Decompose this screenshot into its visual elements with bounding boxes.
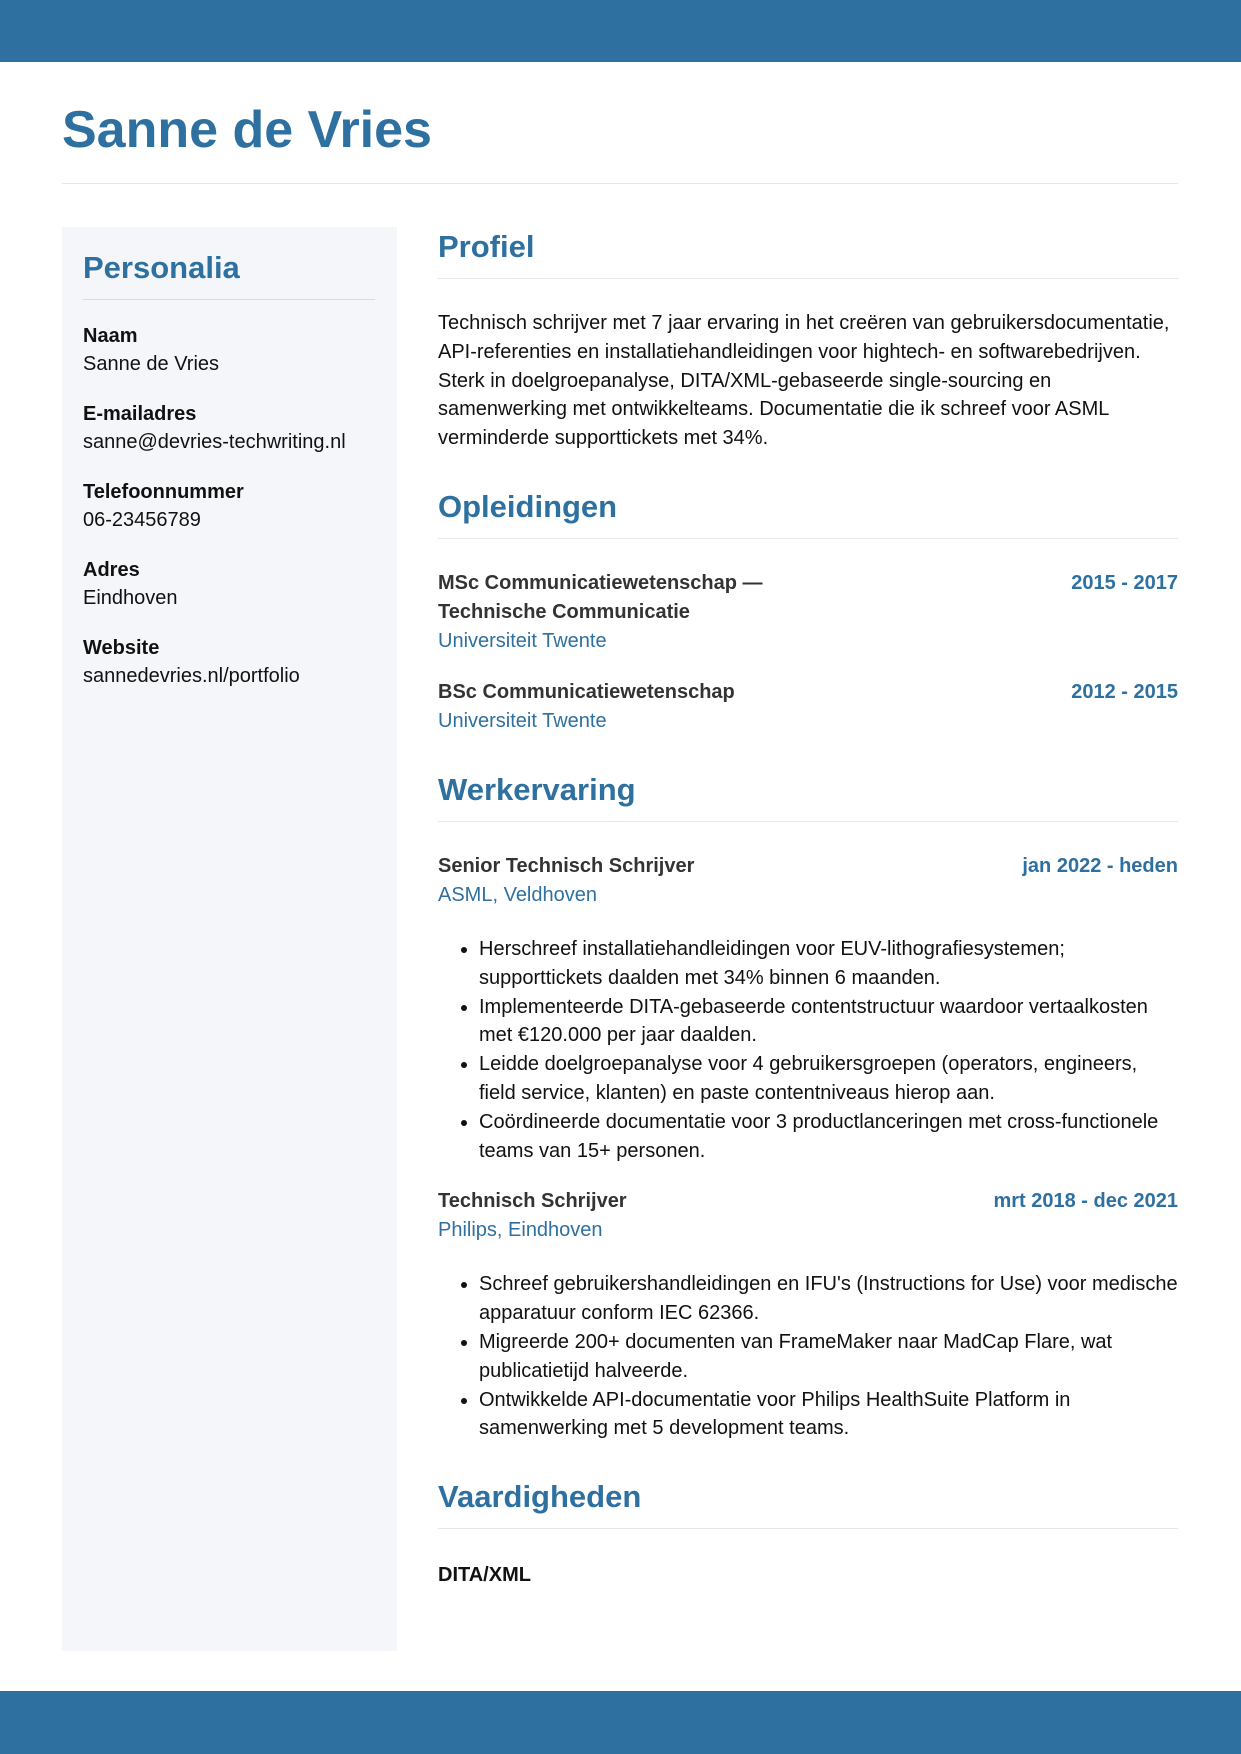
- education-dates: 2015 - 2017: [1071, 571, 1178, 594]
- education-school: Universiteit Twente: [438, 709, 607, 732]
- field-value: Eindhoven: [83, 587, 178, 610]
- field-label: Naam: [83, 325, 138, 348]
- job-role: Technisch Schrijver: [438, 1190, 627, 1213]
- job-bullets: [438, 935, 1178, 1165]
- profile-section: [438, 227, 1178, 453]
- education-entry: [438, 569, 1178, 656]
- field-value: sanne@devries-techwriting.nl: [83, 431, 346, 454]
- profile-title: Profiel: [438, 229, 535, 264]
- field-telefoon: [83, 478, 375, 534]
- list-item: • Coördineerde documentatie voor 3 productlanceringen met cross-functionele teams van 15+ personen.: [479, 1108, 1178, 1166]
- field-email: [83, 400, 375, 456]
- education-title: Opleidingen: [438, 488, 618, 524]
- experience-title: Werkervaring: [438, 771, 636, 807]
- education-school: Universiteit Twente: [438, 629, 607, 652]
- field-website: [83, 634, 375, 690]
- job-dates: mrt 2018 - dec 2021: [993, 1190, 1178, 1213]
- list-item: • Leidde doelgroepanalyse voor 4 gebruikersgroepen (operators, engineers, field service, klanten) en paste contentniveaus hierop aan.: [479, 1050, 1178, 1108]
- field-label: Adres: [83, 559, 140, 582]
- section-divider: [438, 278, 1178, 279]
- field-value: Sanne de Vries: [83, 353, 220, 376]
- job-dates: jan 2022 - heden: [1022, 854, 1178, 877]
- section-divider: [438, 538, 1178, 539]
- field-label: E-mailadres: [83, 403, 197, 426]
- profile-text: Technisch schrijver met 7 jaar ervaring in het creëren van gebruikersdocumentatie, API-referenties en installatiehandleidingen voor hightech- en softwarebedrijven. Sterk in doelgroepanalyse, DITA/XML-gebaseerde single-sourcing en samenwerking met ontwikkelteams. Documentatie die ik schreef voor ASML verminderde supporttickets met 34%.: [438, 312, 1170, 450]
- job-entry: [438, 852, 1178, 1165]
- job-company: Philips, Eindhoven: [438, 1219, 603, 1242]
- skill-item: DITA/XML: [438, 1564, 531, 1587]
- job-bullets: [438, 1270, 1178, 1443]
- education-entry: [438, 678, 1178, 736]
- experience-section: [438, 770, 1178, 1443]
- field-naam: [83, 322, 375, 378]
- list-item: • Ontwikkelde API-documentatie voor Philips HealthSuite Platform in samenwerking met 5 development teams.: [479, 1386, 1178, 1444]
- section-divider: [438, 821, 1178, 822]
- education-dates: 2012 - 2015: [1071, 680, 1178, 703]
- field-adres: [83, 556, 375, 612]
- job-role: Senior Technisch Schrijver: [438, 854, 695, 877]
- field-value: 06-23456789: [83, 509, 201, 532]
- personalia-sidebar: [62, 227, 397, 1651]
- field-label: Website: [83, 637, 160, 660]
- field-label: Telefoonnummer: [83, 481, 244, 504]
- main-content: [438, 227, 1178, 1590]
- section-divider: [438, 1528, 1178, 1529]
- header-band: [0, 0, 1241, 62]
- skills-title: Vaardigheden: [438, 1479, 642, 1515]
- education-degree: MSc Communicatiewetenschap — Technische Communicatie: [438, 571, 763, 623]
- field-value: sannedevries.nl/portfolio: [83, 665, 300, 688]
- footer-band: [0, 1691, 1241, 1754]
- skills-section: [438, 1477, 1178, 1590]
- personalia-divider: [83, 299, 375, 300]
- list-item: • Schreef gebruikershandleidingen en IFU's (Instructions for Use) voor medische apparatuur conform IEC 62366.: [479, 1270, 1178, 1328]
- list-item: • Herschreef installatiehandleidingen voor EUV-lithografiesystemen; supporttickets daalden met 34% binnen 6 maanden.: [479, 935, 1178, 993]
- education-section: [438, 487, 1178, 736]
- list-item: • Migreerde 200+ documenten van FrameMaker naar MadCap Flare, wat publicatietijd halveerde.: [479, 1328, 1178, 1386]
- job-company: ASML, Veldhoven: [438, 883, 597, 906]
- list-item: • Implementeerde DITA-gebaseerde contentstructuur waardoor vertaalkosten met €120.000 per jaar daalden.: [479, 993, 1178, 1051]
- personalia-title: Personalia: [83, 250, 240, 285]
- name-divider: [62, 183, 1178, 184]
- candidate-name: Sanne de Vries: [62, 101, 432, 159]
- job-entry: [438, 1187, 1178, 1443]
- education-degree: BSc Communicatiewetenschap: [438, 680, 735, 703]
